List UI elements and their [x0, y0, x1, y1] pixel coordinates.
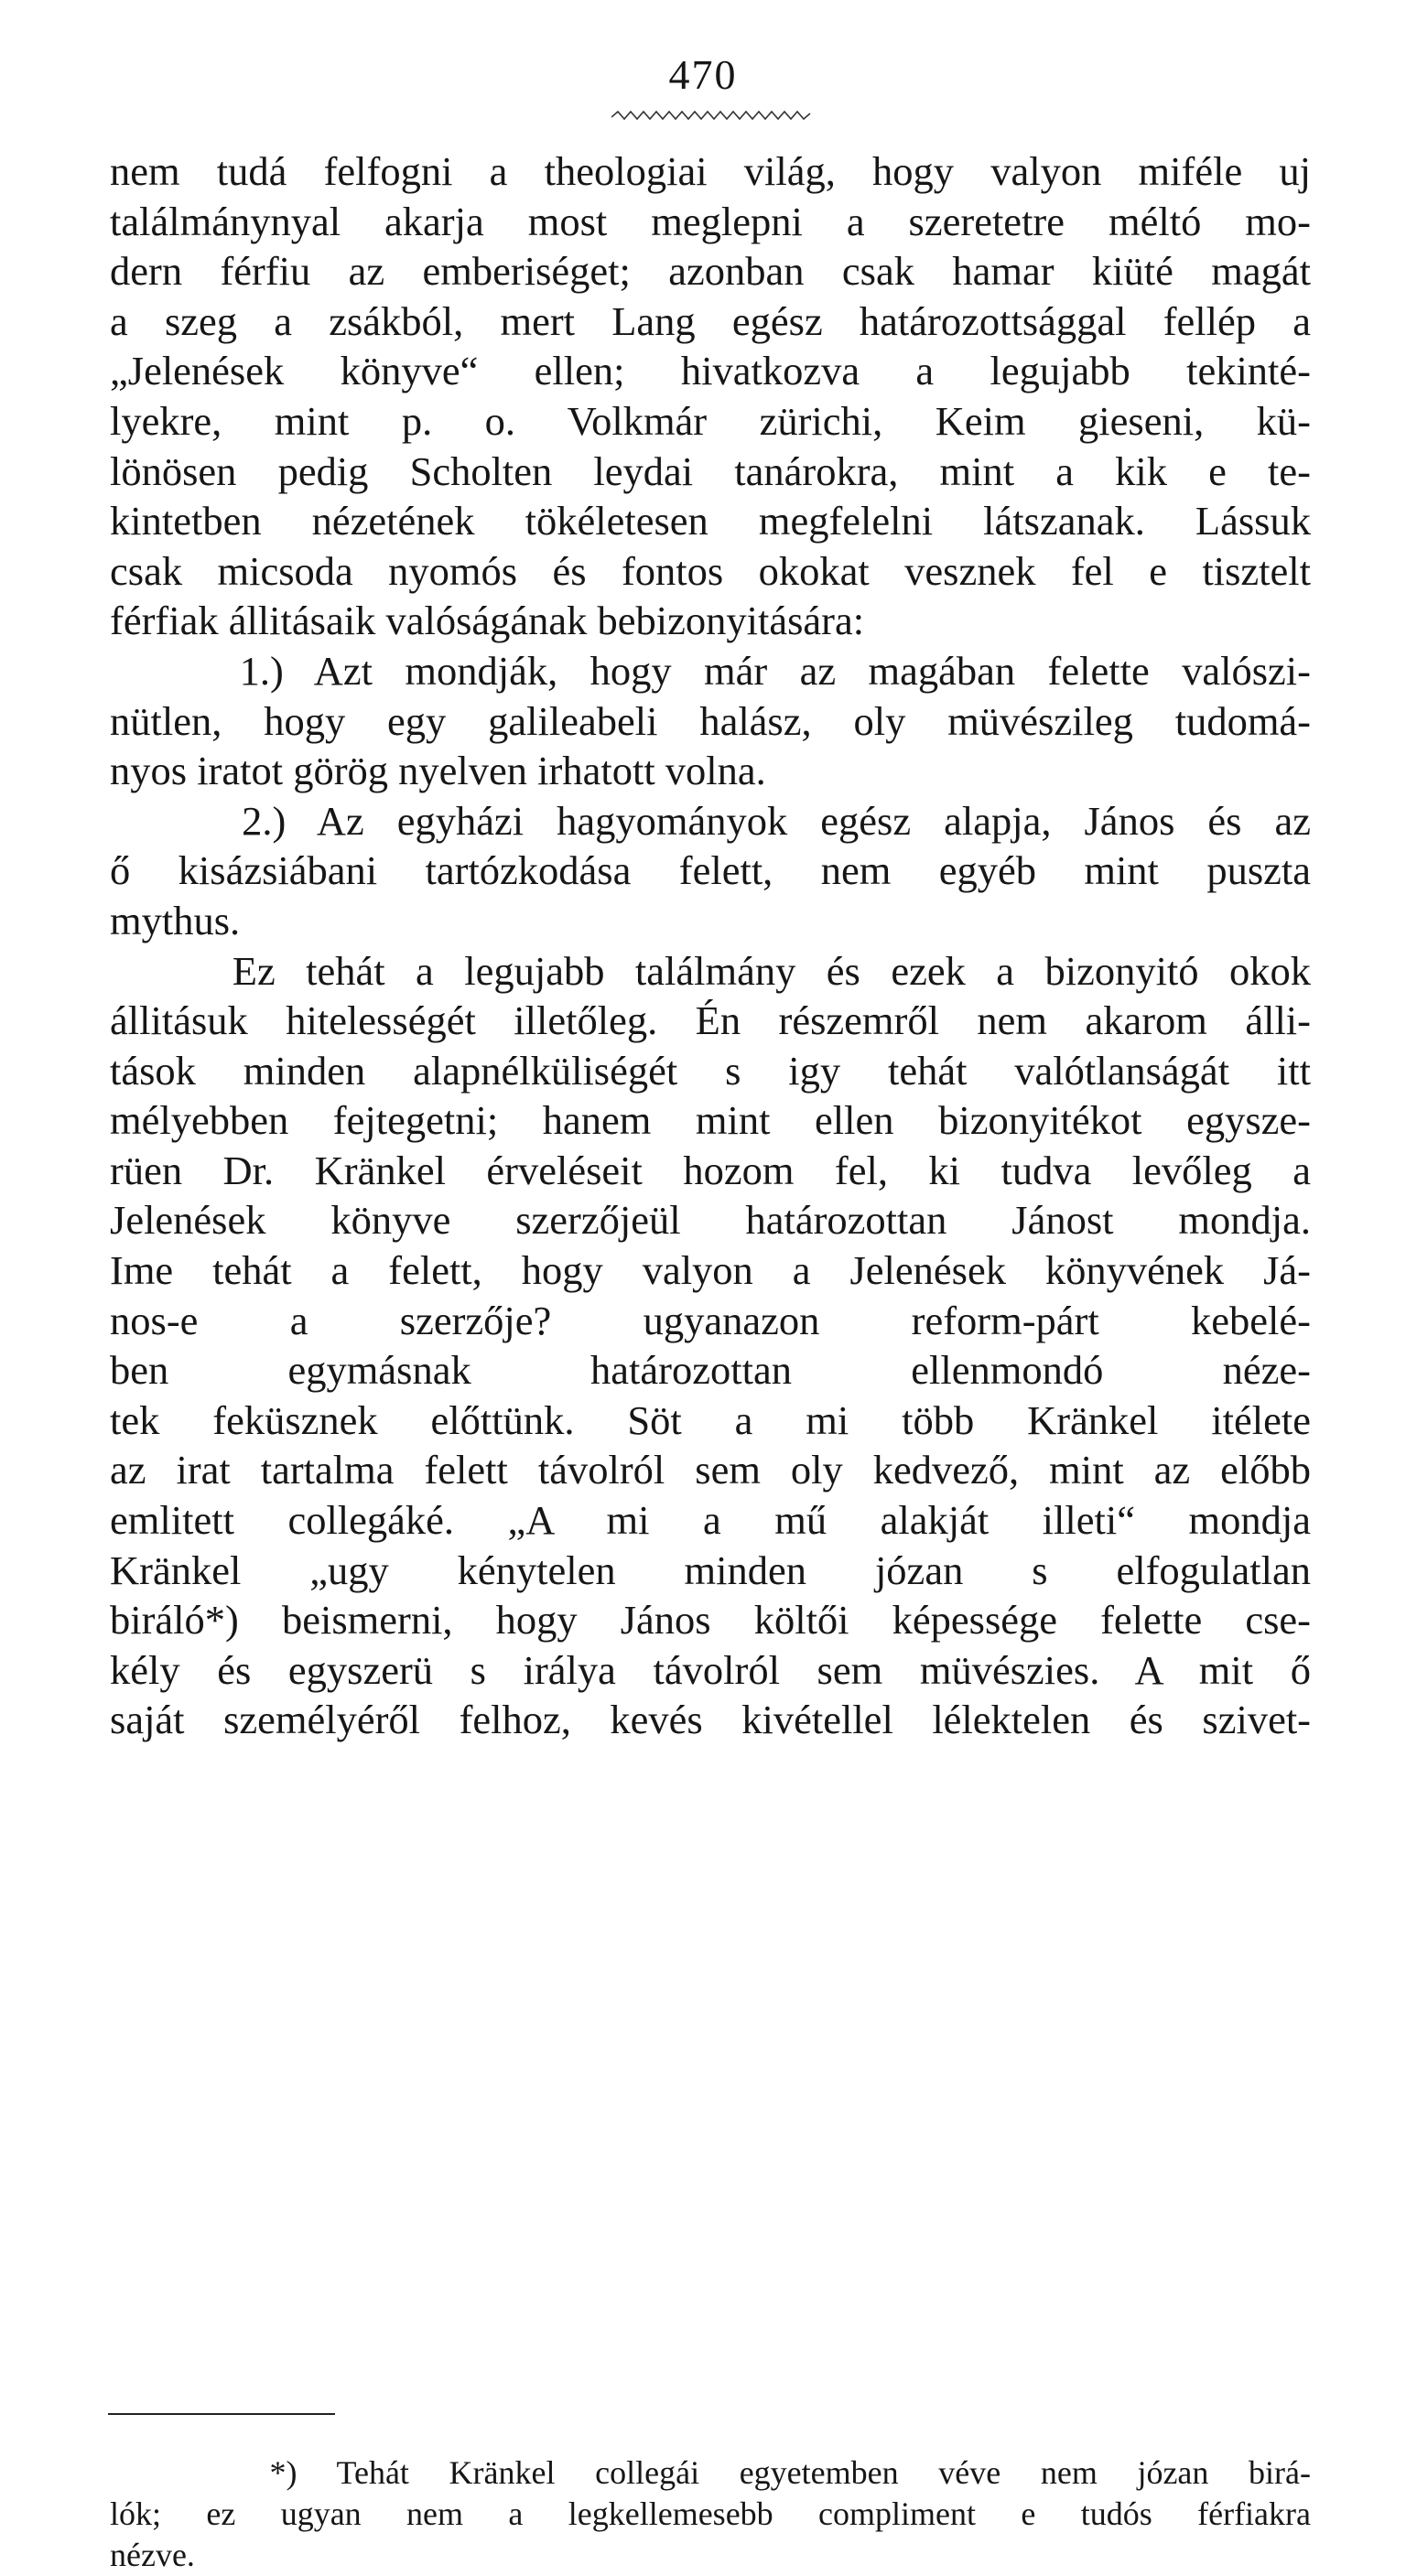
- text-line: nem tudá felfogni a theologiai világ, hogy valyon miféle uj: [110, 148, 1311, 194]
- footnote-line: lók; ez ugyan nem a legkellemesebb compliment e tudós férfiakra: [110, 2495, 1311, 2532]
- text-line: 2.) Az egyházi hagyományok egész alapja, János és az: [110, 797, 1311, 844]
- text-line: biráló*) beismerni, hogy János költői képessége felette cse-: [110, 1597, 1311, 1644]
- text-line: lyekre, mint p. o. Volkmár zürichi, Keim gieseni, kü-: [110, 397, 1311, 444]
- text-line: nos-e a szerzője? ugyanazon reform-párt kebelé-: [110, 1297, 1311, 1343]
- text-line: nyos iratot görög nyelven irhatott volna.: [110, 748, 766, 794]
- text-line: emlitett collegáké. „A mi a mű alakját illeti“ mondja: [110, 1497, 1311, 1544]
- text-line: 1.) Azt mondják, hogy már az magában felette valószi-: [110, 647, 1311, 694]
- text-line: kély és egyszerü s irálya távolról sem müvészies. A mit ő: [110, 1646, 1311, 1693]
- text-line: Jelenések könyve szerzőjeül határozottan Jánost mondja.: [110, 1197, 1311, 1244]
- footnote-line: nézve.: [110, 2537, 195, 2573]
- text-line: kintetben nézetének tökéletesen megfelelni látszanak. Lássuk: [110, 498, 1311, 544]
- header-ornament: [611, 108, 813, 123]
- text-line: mélyebben fejtegetni; hanem mint ellen bizonyitékot egysze-: [110, 1097, 1311, 1144]
- footnote: [110, 2452, 1311, 2576]
- main-text: [110, 146, 1311, 1745]
- text-line: Kränkel „ugy kénytelen minden józan s elfogulatlan: [110, 1547, 1311, 1593]
- text-line: Ime tehát a felett, hogy valyon a Jelenések könyvének Já-: [110, 1247, 1311, 1294]
- text-line: a szeg a zsákból, mert Lang egész határozottsággal fellép a: [110, 297, 1311, 344]
- text-line: az irat tartalma felett távolról sem oly kedvező, mint az előbb: [110, 1447, 1311, 1493]
- footnote-divider: [108, 2413, 335, 2415]
- text-line: rüen Dr. Kränkel érveléseit hozom fel, ki tudva levőleg a: [110, 1147, 1311, 1193]
- text-line: ő kisázsiábani tartózkodása felett, nem egyéb mint puszta: [110, 847, 1311, 894]
- text-line: mythus.: [110, 897, 241, 943]
- text-line: lönösen pedig Scholten leydai tanárokra, mint a kik e te-: [110, 447, 1311, 494]
- text-line: dern férfiu az emberiséget; azonban csak hamar kiüté magát: [110, 248, 1311, 295]
- text-line: találmánynyal akarja most meglepni a szeretetre méltó mo-: [110, 198, 1311, 244]
- text-line: állitásuk hitelességét illetőleg. Én részemről nem akarom álli-: [110, 997, 1311, 1044]
- page-number: 470: [668, 51, 738, 98]
- text-line: nütlen, hogy egy galileabeli halász, oly müvészileg tudomá-: [110, 697, 1311, 744]
- text-line: tások minden alapnélküliségét s igy tehát valótlanságát itt: [110, 1047, 1311, 1094]
- text-line: Ez tehát a legujabb találmány és ezek a bizonyitó okok: [110, 947, 1311, 994]
- text-line: férfiak állitásaik valóságának bebizonyitására:: [110, 598, 865, 644]
- footnote-line: *) Tehát Kränkel collegái egyetemben véve nem józan birá-: [110, 2454, 1311, 2491]
- text-line: ben egymásnak határozottan ellenmondó néze-: [110, 1347, 1311, 1394]
- text-line: csak micsoda nyomós és fontos okokat vesznek fel e tisztelt: [110, 547, 1311, 594]
- text-line: saját személyéről felhoz, kevés kivétellel lélektelen és szivet-: [110, 1697, 1311, 1743]
- text-line: „Jelenések könyve“ ellen; hivatkozva a legujabb tekinté-: [110, 348, 1311, 394]
- text-line: tek feküsznek előttünk. Söt a mi több Kränkel itélete: [110, 1396, 1311, 1443]
